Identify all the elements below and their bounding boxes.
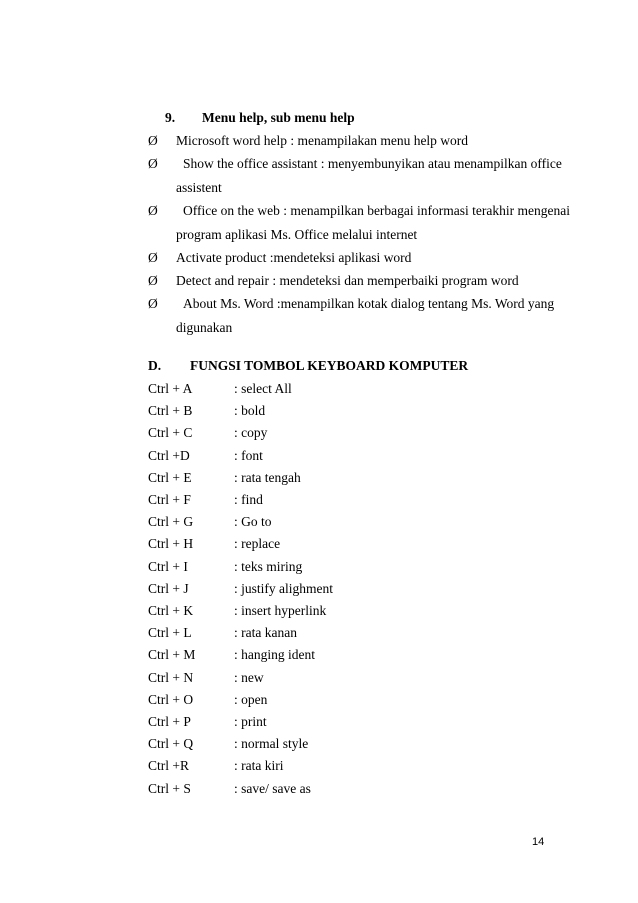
bullet-symbol: Ø <box>148 296 158 311</box>
bullet-text: Detect and repair : mendeteksi dan memperbaiki program word <box>176 273 519 288</box>
shortcut-description: : print <box>234 714 267 729</box>
shortcut-key: Ctrl + J <box>148 580 189 596</box>
shortcut-description: : teks miring <box>234 558 303 574</box>
shortcut-key: Ctrl + C <box>148 425 193 441</box>
shortcut-key: Ctrl + B <box>148 403 193 419</box>
shortcut-key: Ctrl + A <box>148 381 193 396</box>
section-9-number: 9. <box>165 110 176 125</box>
bullet-text: Activate product :mendeteksi aplikasi word <box>176 250 412 265</box>
shortcut-description: : Go to <box>234 514 272 530</box>
page-number: 14 <box>532 836 545 848</box>
bullet-symbol: Ø <box>148 156 158 171</box>
shortcut-key: Ctrl + I <box>148 558 188 574</box>
shortcut-key: Ctrl + O <box>148 691 194 707</box>
shortcut-key: Ctrl + K <box>148 603 194 618</box>
shortcut-key: Ctrl + L <box>148 625 192 641</box>
section-d-letter: D. <box>148 358 162 373</box>
section-d-title: FUNGSI TOMBOL KEYBOARD KOMPUTER <box>190 358 469 373</box>
bullet-text: Office on the web : menampilkan berbagai informasi terakhir mengenai <box>183 203 570 218</box>
shortcut-description: : select All <box>234 381 292 396</box>
shortcut-description: : normal style <box>234 736 309 752</box>
section-d-heading <box>148 358 468 374</box>
shortcut-key: Ctrl + G <box>148 514 194 530</box>
section-9-heading <box>165 110 355 126</box>
bullet-text: About Ms. Word :menampilkan kotak dialog tentang Ms. Word yang <box>183 296 555 311</box>
shortcut-key: Ctrl +D <box>148 447 190 463</box>
shortcut-key: Ctrl + M <box>148 647 196 663</box>
bullet-text: Show the office assistant : menyembunyikan atau menampilkan office <box>183 156 562 171</box>
bullet-symbol: Ø <box>148 273 158 288</box>
shortcut-key: Ctrl + E <box>148 469 192 485</box>
shortcut-description: : replace <box>234 536 281 552</box>
shortcut-description: : find <box>234 492 263 507</box>
shortcut-key: Ctrl + P <box>148 714 191 729</box>
shortcut-key: Ctrl + S <box>148 780 191 796</box>
shortcut-description: : rata kanan <box>234 625 297 641</box>
shortcut-description: : save/ save as <box>234 780 311 796</box>
shortcut-description: : open <box>234 691 268 707</box>
section-9-title: Menu help, sub menu help <box>202 110 355 125</box>
bullet-symbol: Ø <box>148 250 158 265</box>
bullet-symbol: Ø <box>148 133 158 148</box>
shortcut-key: Ctrl +R <box>148 758 189 774</box>
shortcut-description: : rata kiri <box>234 758 284 774</box>
shortcut-description: : font <box>234 447 263 463</box>
shortcut-description: : new <box>234 669 264 685</box>
shortcut-key: Ctrl + F <box>148 492 191 507</box>
bullet-text-continuation: assistent <box>176 180 222 195</box>
shortcut-key: Ctrl + Q <box>148 736 194 752</box>
bullet-text: Microsoft word help : menampilakan menu help word <box>176 133 469 148</box>
shortcut-description: : copy <box>234 425 268 441</box>
shortcut-key: Ctrl + N <box>148 669 194 685</box>
shortcut-description: : hanging ident <box>234 647 315 663</box>
bullet-text-continuation: digunakan <box>176 320 233 335</box>
shortcut-description: : justify alighment <box>234 580 333 596</box>
shortcut-description: : bold <box>234 403 266 419</box>
bullet-symbol: Ø <box>148 203 158 218</box>
shortcut-description: : rata tengah <box>234 469 301 485</box>
shortcut-key: Ctrl + H <box>148 536 194 552</box>
bullet-text-continuation: program aplikasi Ms. Office melalui internet <box>176 227 418 242</box>
shortcut-description: : insert hyperlink <box>234 603 327 618</box>
